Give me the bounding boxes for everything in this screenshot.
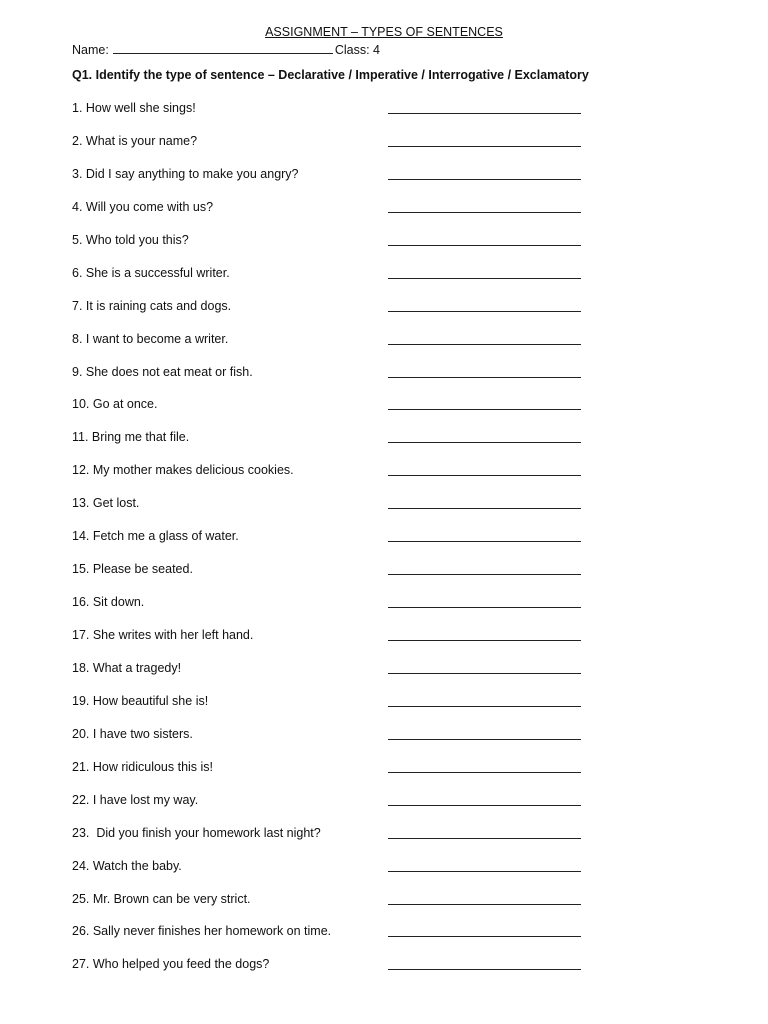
answer-blank[interactable] [388,245,581,246]
sentence-text: 11. Bring me that file. [72,430,190,445]
sentence-text: 16. Sit down. [72,595,145,610]
list-item [72,396,592,429]
list-item [72,100,592,133]
answer-blank[interactable] [388,607,581,608]
sentence-text: 4. Will you come with us? [72,199,214,214]
sentence-text: 8. I want to become a writer. [72,331,229,346]
list-item [72,166,592,199]
list-item [72,462,592,495]
name-blank[interactable] [113,41,333,54]
sentence-text: 3. Did I say anything to make you angry? [72,166,299,181]
answer-blank[interactable] [388,969,581,970]
sentence-text: 25. Mr. Brown can be very strict. [72,891,251,906]
sentence-text: 9. She does not eat meat or fish. [72,364,253,379]
list-item [72,495,592,528]
answer-blank[interactable] [388,640,581,641]
list-item [72,199,592,232]
assignment-title: ASSIGNMENT – TYPES OF SENTENCES [265,25,503,39]
list-item [72,956,592,989]
list-item [72,923,592,956]
sentence-text: 15. Please be seated. [72,562,193,577]
answer-blank[interactable] [388,574,581,575]
sentence-text: 1. How well she sings! [72,101,196,115]
list-item [72,594,592,627]
answer-blank[interactable] [388,146,581,147]
list-item [72,429,592,462]
list-item [72,627,592,660]
answer-blank[interactable] [388,739,581,740]
answer-blank[interactable] [388,936,581,937]
name-label: Name: [72,43,109,57]
answer-blank[interactable] [388,706,581,707]
list-item [72,364,592,397]
answer-blank[interactable] [388,344,581,345]
answer-blank[interactable] [388,278,581,279]
answer-blank[interactable] [388,508,581,509]
list-item [72,528,592,561]
sentence-text: 14. Fetch me a glass of water. [72,529,239,544]
student-info-line [72,41,380,58]
list-item [72,891,592,924]
answer-blank[interactable] [388,179,581,180]
sentence-text: 6. She is a successful writer. [72,265,230,280]
list-item [72,825,592,858]
answer-blank[interactable] [388,541,581,542]
sentence-text: 24. Watch the baby. [72,858,182,873]
answer-blank[interactable] [388,772,581,773]
list-item [72,561,592,594]
sentence-text: 20. I have two sisters. [72,726,193,741]
sentence-list [72,100,592,989]
sentence-text: 22. I have lost my way. [72,792,199,807]
list-item [72,133,592,166]
answer-blank[interactable] [388,904,581,905]
answer-blank[interactable] [388,409,581,410]
sentence-text: 21. How ridiculous this is! [72,759,214,774]
list-item [72,726,592,759]
sentence-text: 18. What a tragedy! [72,660,182,675]
sentence-text: 19. How beautiful she is! [72,693,209,708]
answer-blank[interactable] [388,673,581,674]
answer-blank[interactable] [388,311,581,312]
answer-blank[interactable] [388,442,581,443]
answer-blank[interactable] [388,475,581,476]
sentence-text: 7. It is raining cats and dogs. [72,298,232,313]
list-item [72,792,592,825]
sentence-text: 17. She writes with her left hand. [72,628,254,642]
list-item [72,858,592,891]
answer-blank[interactable] [388,871,581,872]
list-item [72,232,592,265]
sentence-text: 26. Sally never finishes her homework on time. [72,924,332,939]
list-item [72,331,592,364]
sentence-text: 5. Who told you this? [72,232,189,247]
sentence-text: 10. Go at once. [72,397,158,412]
list-item [72,660,592,693]
answer-blank[interactable] [388,377,581,378]
list-item [72,693,592,726]
class-label: Class: 4 [334,43,380,57]
sentence-text: 2. What is your name? [72,133,198,148]
answer-blank[interactable] [388,113,581,114]
list-item [72,265,592,298]
sentence-text: 13. Get lost. [72,496,140,511]
list-item [72,298,592,331]
answer-blank[interactable] [388,212,581,213]
sentence-text: 23. Did you finish your homework last night? [72,825,321,840]
answer-blank[interactable] [388,838,581,839]
sentence-text: 27. Who helped you feed the dogs? [72,957,270,972]
list-item [72,759,592,792]
question-heading: Q1. Identify the type of sentence – Declarative / Imperative / Interrogative / Exclamatory [72,68,589,82]
answer-blank[interactable] [388,805,581,806]
sentence-text: 12. My mother makes delicious cookies. [72,463,294,478]
